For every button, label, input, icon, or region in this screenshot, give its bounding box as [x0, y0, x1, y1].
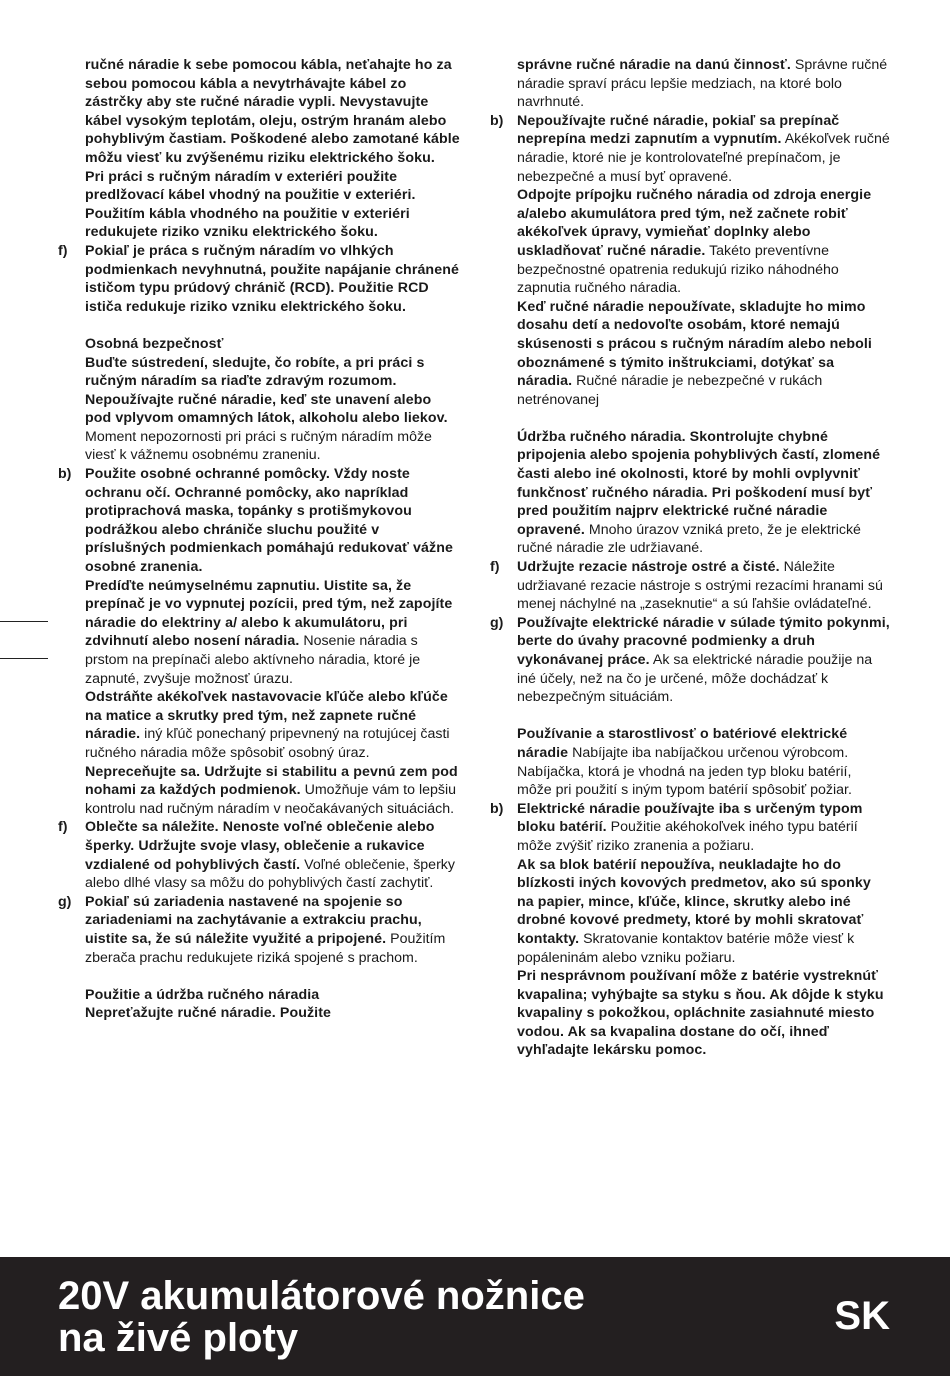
- paragraph-bold-text: Použitie a údržba ručného náradia: [85, 986, 320, 1003]
- safety-paragraph: [58, 1004, 460, 1023]
- paragraph-bold-text: Používanie a starostlivosť o batériové elektrické náradie: [517, 726, 848, 761]
- language-code: SK: [834, 1294, 890, 1338]
- paragraph-normal-text: iný kľúč ponechaný pripevnený na rotujúcej časti ručného náradia môže spôsobiť osobný úraz.: [85, 726, 450, 761]
- safety-paragraph: [58, 577, 460, 689]
- paragraph-bold-text: Pri práci s ručným náradím v exteriéri použite predlžovací kábel vhodný na použitie v exteriéri. Použitím kábla vhodného na použitie v exteriéri redukujete riziko vzniku elektrického šoku.: [85, 168, 416, 241]
- paragraph-normal-text: Ak sa elektrické náradie použije na iné účely, než na čo je určené, môže dochádzať k nebezpečným situáciám.: [517, 652, 873, 706]
- paragraph-bold-text: Odstráňte akékoľvek nastavovacie kľúče alebo kľúče na matice a skrutky pred tým, než zapnete ručné náradie.: [85, 689, 448, 743]
- paragraph-normal-text: Nabíjajte iba nabíjačkou určenou výrobcom. Nabíjačka, ktorá je vhodná na jeden typ bloku batérií, môže pri použití s iným typom batérií spôsobiť požiar.: [517, 744, 852, 799]
- safety-paragraph: [490, 725, 890, 799]
- footer-title-line2: na živé ploty: [58, 1316, 299, 1360]
- paragraph-bold-text: Ak sa blok batérií nepoužíva, neukladajte ho do blízkosti iných kovových predmetov, ako sú sponky na papier, mince, kľúče, klince, skrutky alebo iné drobné kovové predmety, ktoré by mohli skratovať kontakty.: [517, 856, 871, 947]
- paragraph-bold-text: Údržba ručného náradia. Skontrolujte chybné pripojenia alebo spojenia pohyblivých častí, zlomené časti alebo iné okolnosti, ktoré by mohli ovplyvniť funkčnosť ručného náradia. Pri poškodení musí byť pred použitím najprv elektrické ručné náradie opravené.: [517, 428, 881, 538]
- paragraph-bold-text: Používajte elektrické náradie v súlade týmito pokynmi, berte do úvahy pracovné podmienky a druh vykonávanej práce.: [517, 614, 890, 668]
- paragraph-normal-text: Mnoho úrazov vzniká preto, že je elektrické ručné náradie zle udržiavané.: [517, 521, 861, 557]
- paragraph-label: b): [490, 112, 504, 129]
- safety-paragraph: [490, 967, 890, 1060]
- paragraph-bold-text: Odpojte prípojku ručného náradia od zdroja energie a/alebo akumulátora pred tým, než začnete robiť akékoľvek úpravy, vymieňať doplnky alebo uskladňovať ručné náradie.: [517, 187, 872, 259]
- right-column: [490, 56, 890, 1060]
- paragraph-normal-text: Nosenie náradia s prstom na prepínači alebo aktívneho náradia, ktoré je zapnuté, zvyšuje možnosť úrazu.: [85, 633, 421, 687]
- paragraph-label: g): [490, 614, 504, 631]
- paragraph-bold-text: Buďte sústredení, sledujte, čo robíte, a pri práci s ručným náradím sa riaďte zdravým rozumom. Nepoužívajte ručné náradie, keď ste unavení alebo pod vplyvom omamných látok, alkoholu alebo liekov.: [85, 354, 448, 427]
- safety-paragraph: [490, 186, 890, 298]
- paragraph-normal-text: Ručné náradie je nebezpečné v rukách netrénovanej: [517, 373, 823, 408]
- safety-paragraph: [490, 800, 890, 856]
- paragraph-bold-text: Elektrické náradie používajte iba s určeným typom bloku batérií.: [517, 800, 863, 836]
- safety-paragraph: [58, 986, 460, 1005]
- paragraph-bold-text: Nepreťažujte ručné náradie. Použite: [85, 1005, 332, 1022]
- page-edge-mark-bottom: [0, 658, 48, 659]
- paragraph-label: f): [490, 559, 500, 576]
- paragraph-normal-text: Akékoľvek ručné náradie, ktoré nie je kontrolovateľné prepínačom, je nebezpečné a musí byť opravené.: [517, 131, 890, 185]
- page-edge-mark-top: [0, 621, 48, 622]
- safety-paragraph: [58, 763, 460, 819]
- paragraph-bold-text: Pokiaľ sú zariadenia nastavené na spojenie so zariadeniami na zachytávanie a extrakciu prachu, uistite sa, že sú náležite využité a pripojené.: [85, 893, 422, 947]
- paragraph-spacer: [58, 967, 460, 986]
- safety-paragraph: [58, 242, 460, 316]
- paragraph-spacer: [490, 707, 890, 726]
- left-column: [58, 56, 460, 1023]
- paragraph-bold-text: Pokiaľ je práca s ručným náradím vo vlhkých podmienkach nevyhnutná, použite napájanie chránené ističom typu prúdový chránič (RCD). Použitie RCD ističa redukuje riziko vzniku elektrického šoku.: [85, 242, 459, 315]
- paragraph-bold-text: správne ručné náradie na danú činnosť.: [517, 57, 791, 73]
- paragraph-bold-text: Pri nesprávnom používaní môže z batérie vystreknúť kvapalina; vyhýbajte sa styku s ňou. Ak dôjde k styku kvapaliny s pokožkou, opláchnite zasiahnuté miesto vodou. Ak sa kvapalina dostane do očí, ihneď vyhľadajte lekársku pomoc.: [517, 968, 884, 1059]
- paragraph-bold-text: Predíďte neúmyselnému zapnutiu. Uistite sa, že prepínač je vo vypnutej pozícii, pred tým, než zapojíte náradie do elektriny a/ alebo k akumulátoru, pri zdvihnutí alebo nosení náradia.: [85, 577, 453, 650]
- footer-title: [58, 1275, 758, 1359]
- paragraph-normal-text: Správne ručné náradie spraví prácu lepšie medziach, na ktoré bolo navrhnuté.: [517, 57, 888, 111]
- paragraph-label: b): [490, 800, 504, 817]
- paragraph-spacer: [490, 409, 890, 428]
- safety-paragraph: [490, 558, 890, 614]
- paragraph-normal-text: Moment nepozornosti pri práci s ručným náradím môže viesť k vážnemu osobnému zraneniu.: [85, 428, 432, 464]
- paragraph-bold-text: Neprecеňujte sa. Udržujte si stabilitu a pevnú zem pod nohami za každých podmienok.: [85, 763, 458, 799]
- paragraph-normal-text: Použitím zberača prachu redukujete riziká spojené s prachom.: [85, 930, 446, 966]
- paragraph-normal-text: Skratovanie kontaktov batérie môže viesť k popáleninám alebo vzniku požiaru.: [517, 930, 855, 966]
- paragraph-label: f): [58, 242, 68, 259]
- safety-paragraph: [58, 465, 460, 577]
- safety-paragraph: [490, 112, 890, 186]
- paragraph-normal-text: Použitie akéhokoľvek iného typu batérií môže zvýšiť riziko zranenia a požiaru.: [517, 819, 858, 854]
- paragraph-label: f): [58, 819, 68, 836]
- paragraph-bold-text: Keď ručné náradie nepoužívate, skladujte ho mimo dosahu detí a nedovoľte osobám, ktoré nemajú skúsenosti s prácou s ručným náradím alebo neboli oboznámené s týmito inštrukciami, dotýkať sa náradia.: [517, 298, 872, 390]
- paragraph-normal-text: Umožňuje vám to lepšiu kontrolu nad ručným náradím v neočakávaných situáciách.: [85, 782, 457, 817]
- paragraph-bold-text: Osobná bezpečnosť: [85, 335, 224, 352]
- paragraph-label: b): [58, 466, 72, 483]
- safety-paragraph: [490, 614, 890, 707]
- safety-paragraph: [58, 818, 460, 892]
- paragraph-normal-text: Voľné oblečenie, šperky alebo dlhé vlasy sa môžu do pohyblivých častí zachytiť.: [85, 856, 455, 892]
- safety-paragraph: [58, 56, 460, 168]
- safety-paragraph: [58, 688, 460, 762]
- safety-paragraph: [490, 428, 890, 558]
- paragraph-label: g): [58, 893, 72, 910]
- safety-paragraph: [490, 298, 890, 410]
- paragraph-bold-text: ručné náradie k sebe pomocou kábla, neťahajte ho za sebou pomocou kábla a nevytrhávajte kábel zo zástrčky aby ste ručné náradie vypli. Nevystavujte kábel vysokým teplotám, oleju, ostrým hranám alebo pohyblivým častiam. Poškodené alebo zamotané káble môžu viesť ku zvýšenému riziku elektrického šoku.: [85, 57, 460, 166]
- safety-paragraph: [490, 856, 890, 968]
- paragraph-bold-text: Oblečte sa náležite. Nenoste voľné oblečenie alebo šperky. Udržujte svoje vlasy, oblečenie a rukavice vzdialené od pohyblivých častí.: [85, 819, 435, 873]
- safety-paragraph: [58, 354, 460, 466]
- footer-title-line1: 20V akumulátorové nožnice: [58, 1274, 585, 1318]
- footer-banner: [0, 1257, 950, 1376]
- paragraph-bold-text: Udržujte rezacie nástroje ostré a čisté.: [517, 559, 780, 576]
- paragraph-normal-text: Náležite udržiavané rezacie nástroje s ostrými rezacími hranami sú menej náchylné na „zaseknutie“ a sú ľahšie ovládateľné.: [517, 559, 883, 613]
- paragraph-normal-text: Takéto preventívne bezpečnostné opatrenia redukujú riziko náhodného zapnutia ručného náradia.: [517, 242, 839, 297]
- paragraph-bold-text: Nepoužívajte ručné náradie, pokiaľ sa prepínač neprepína medzi zapnutím a vypnutím.: [517, 112, 840, 148]
- safety-paragraph: [490, 56, 890, 112]
- paragraph-spacer: [58, 316, 460, 335]
- safety-paragraph: [58, 893, 460, 967]
- safety-paragraph: [58, 335, 460, 354]
- paragraph-bold-text: Použite osobné ochranné pomôcky. Vždy noste ochranu očí. Ochranné pomôcky, ako napríklad protiprachová maska, topánky s protišmykovou podrážkou alebo chrániče sluchu použité v príslušných podmienkach pomáhajú redukovať vážne osobné zranenia.: [85, 466, 453, 576]
- safety-paragraph: [58, 168, 460, 242]
